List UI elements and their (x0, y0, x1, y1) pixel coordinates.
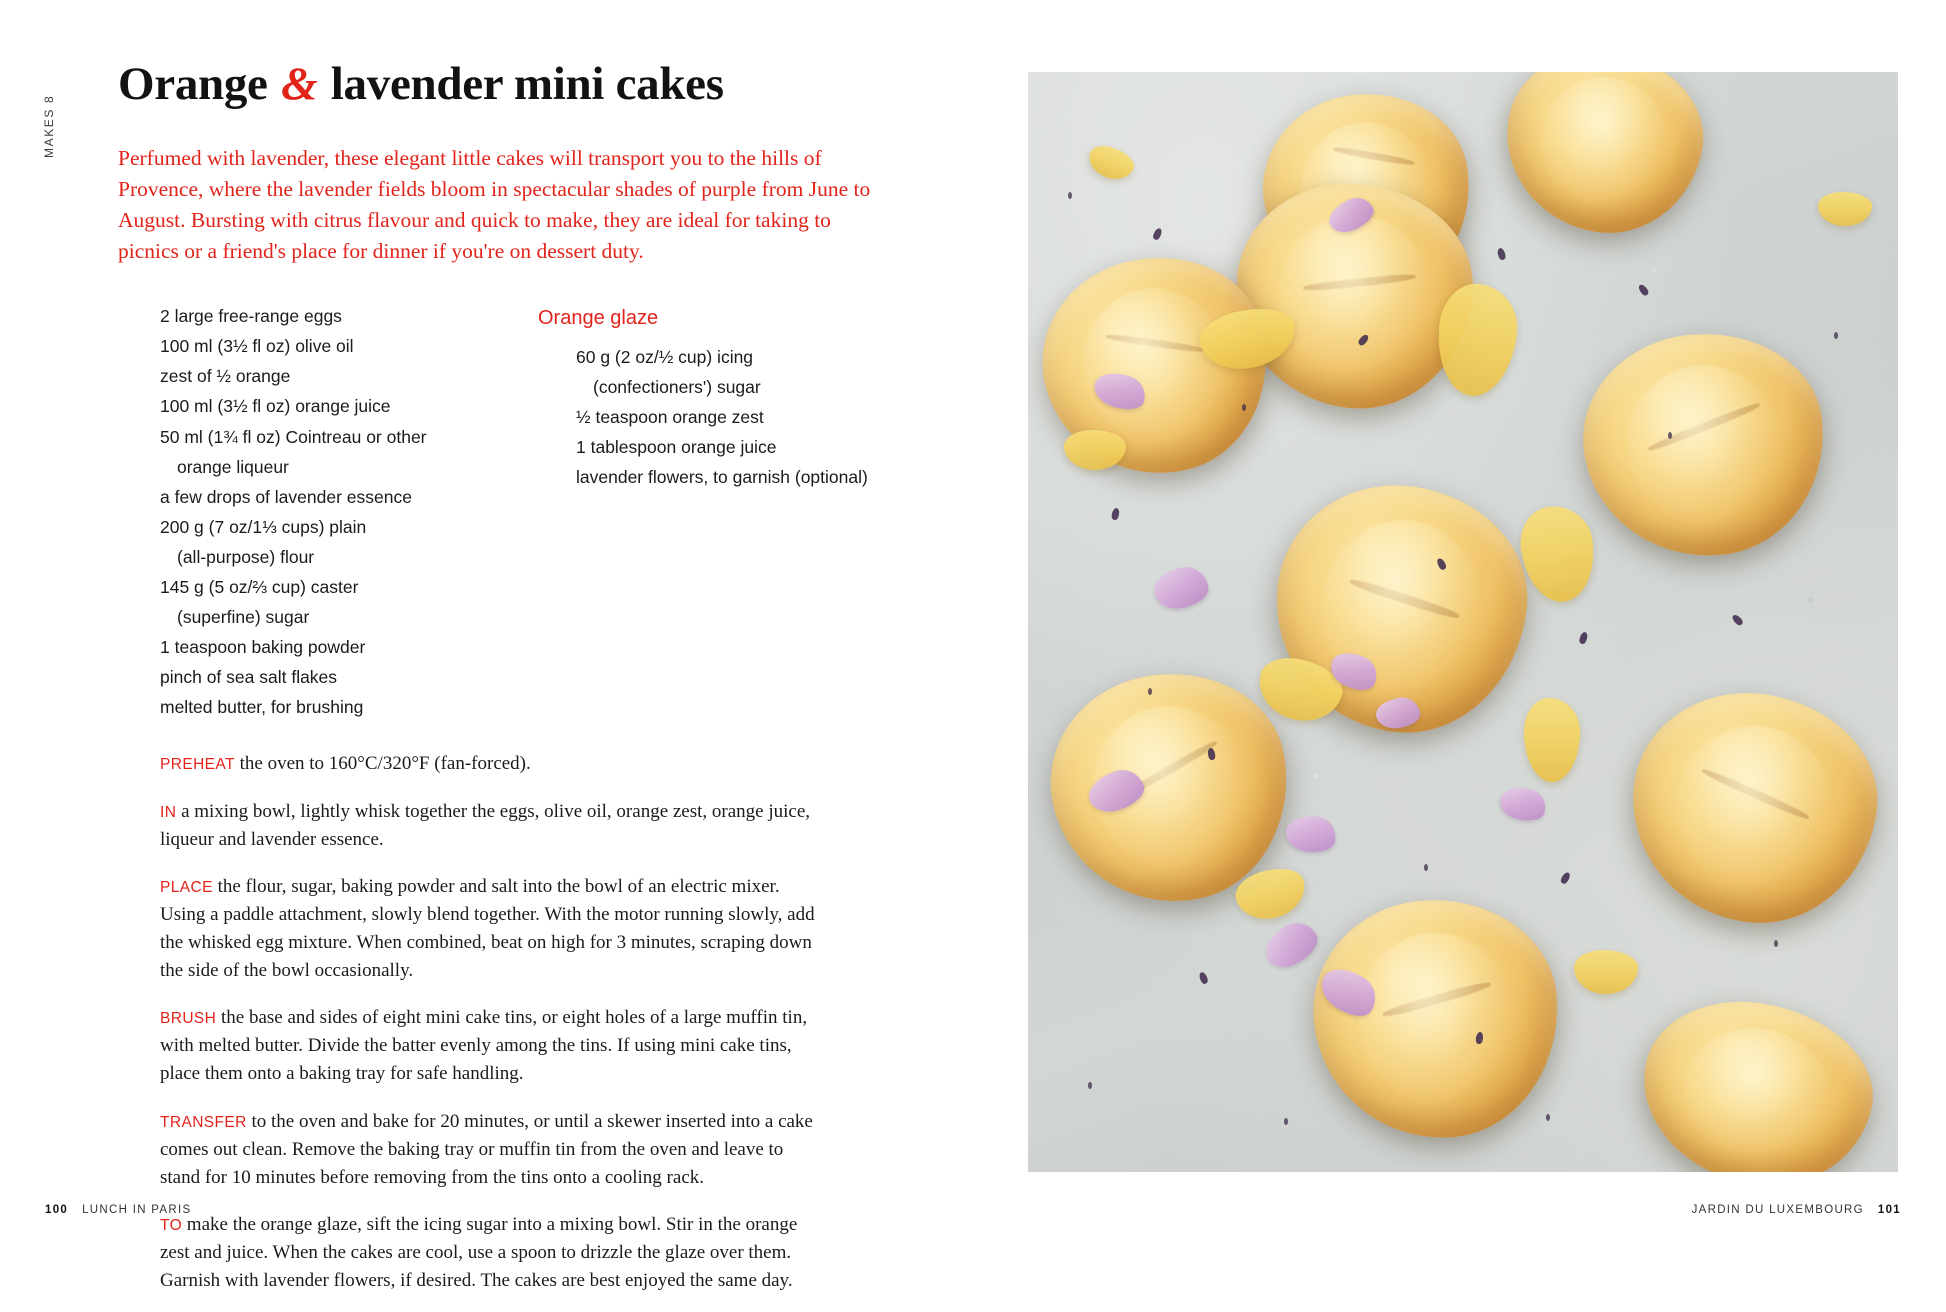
list-item: 2 large free-range eggs (160, 306, 342, 327)
step-text: to the oven and bake for 20 minutes, or until a skewer inserted into a cake comes out clean. Remove the baking tray or muffin tin from the oven and leave to stand for 10 minutes before removing from the tins onto a cooling rack. (160, 1110, 813, 1188)
step-lead-word: TO (160, 1216, 183, 1234)
makes-label: MAKES 8 (42, 94, 56, 158)
list-item: orange liqueur (177, 456, 289, 477)
lavender-speck (1242, 404, 1246, 411)
step-text: a mixing bowl, lightly whisk together the eggs, olive oil, orange zest, orange juice, liqueur and lavender essence. (160, 800, 811, 850)
lavender-speck (1424, 864, 1428, 871)
step-lead-word: PREHEAT (160, 756, 235, 774)
lavender-speck (1546, 1114, 1550, 1121)
list-item: pinch of sea salt flakes (160, 667, 338, 688)
recipe-photo (1028, 72, 1898, 1172)
list-item: 100 ml (3½ fl oz) olive oil (160, 336, 354, 357)
list-item: 100 ml (3½ fl oz) orange juice (160, 396, 391, 417)
cake-crack (1647, 400, 1761, 452)
cake-crack (1106, 333, 1205, 354)
step-lead-word: BRUSH (160, 1010, 217, 1028)
ingredients-main-list (160, 301, 490, 722)
method-step (160, 873, 818, 985)
list-item: ½ teaspoon orange zest (576, 406, 764, 427)
chapter-title-right: JARDIN DU LUXEMBOURG (1691, 1204, 1864, 1216)
list-item: a few drops of lavender essence (160, 486, 412, 507)
lavender-speck (1068, 192, 1072, 199)
method-step (160, 1004, 818, 1088)
list-item: 1 tablespoon orange juice (576, 436, 777, 457)
list-item: melted butter, for brushing (160, 697, 364, 718)
footer-right (1692, 1204, 1901, 1216)
list-item: (all-purpose) flour (177, 546, 315, 567)
method-step (160, 1211, 818, 1295)
list-item: 1 teaspoon baking powder (160, 637, 366, 658)
method-step (160, 798, 818, 854)
list-item: (superfine) sugar (177, 607, 310, 628)
recipe-intro: Perfumed with lavender, these elegant little cakes will transport you to the hills of Provence, where the lavender fields bloom in spectacular shades of purple from June to August. Bursting with citrus flavour and quick to make, they are ideal for taking to picnics or a friend's place for dinner if you're on dessert duty. (118, 146, 871, 264)
book-title-left: LUNCH IN PARIS (82, 1204, 192, 1216)
method-section (118, 750, 818, 1295)
step-lead-word: IN (160, 803, 177, 821)
step-text: make the orange glaze, sift the icing sugar into a mixing bowl. Stir in the orange zest and juice. When the cakes are cool, use a spoon to drizzle the glaze over them. Garnish with lavender flowers, if desired. The cakes are best enjoyed the same day. (160, 1213, 798, 1292)
recipe-text-column (118, 60, 958, 1312)
title-ampersand: & (281, 58, 318, 110)
list-item: (confectioners') sugar (593, 376, 761, 397)
page-number-left: 100 (45, 1204, 69, 1216)
ingredients-main-column (118, 301, 490, 722)
lavender-speck (1668, 432, 1672, 439)
page-title (118, 60, 958, 109)
method-step (160, 1108, 818, 1192)
step-lead-word: TRANSFER (160, 1113, 247, 1131)
lavender-speck (1834, 332, 1838, 339)
glaze-heading: Orange glaze (538, 307, 659, 330)
list-item: 60 g (2 oz/½ cup) icing (576, 346, 754, 367)
page-number-right: 101 (1877, 1204, 1901, 1216)
ingredients-section (118, 301, 958, 722)
footer-left (45, 1204, 191, 1216)
cake-crack (1303, 273, 1416, 293)
step-text: the flour, sugar, baking powder and salt into the bowl of an electric mixer. Using a paddle attachment, slowly blend together. With the motor running slowly, add the whisked egg mixture. When combined, beat on high for 3 minutes, scraping down the side of the bowl occasionally. (160, 875, 815, 982)
cake-crack (1382, 980, 1492, 1020)
ingredients-glaze-column (490, 301, 910, 722)
step-text: the base and sides of eight mini cake tins, or eight holes of a large muffin tin, with melted butter. Divide the batter evenly among the tins. If using mini cake tins, place them onto a baking tray for safe handling. (160, 1007, 808, 1085)
list-item: 200 g (7 oz/1⅓ cups) plain (160, 516, 367, 537)
method-step (160, 750, 818, 778)
lavender-speck (1774, 940, 1778, 947)
cake-crack (1333, 146, 1415, 167)
list-item: lavender flowers, to garnish (optional) (576, 466, 868, 487)
list-item: 50 ml (1¾ fl oz) Cointreau or other (160, 426, 427, 447)
title-part-one: Orange (118, 58, 268, 110)
lavender-speck (1088, 1082, 1092, 1089)
cake-crack (1348, 577, 1460, 621)
ingredients-glaze-list (538, 342, 910, 492)
step-lead-word: PLACE (160, 878, 213, 896)
cake-crack (1701, 766, 1811, 821)
lavender-speck (1284, 1118, 1288, 1125)
list-item: zest of ½ orange (160, 366, 291, 387)
title-part-two: lavender mini cakes (330, 58, 724, 110)
lavender-speck (1148, 688, 1152, 695)
step-text: the oven to 160°C/320°F (fan-forced). (234, 753, 531, 775)
list-item: 145 g (5 oz/⅔ cup) caster (160, 577, 359, 597)
